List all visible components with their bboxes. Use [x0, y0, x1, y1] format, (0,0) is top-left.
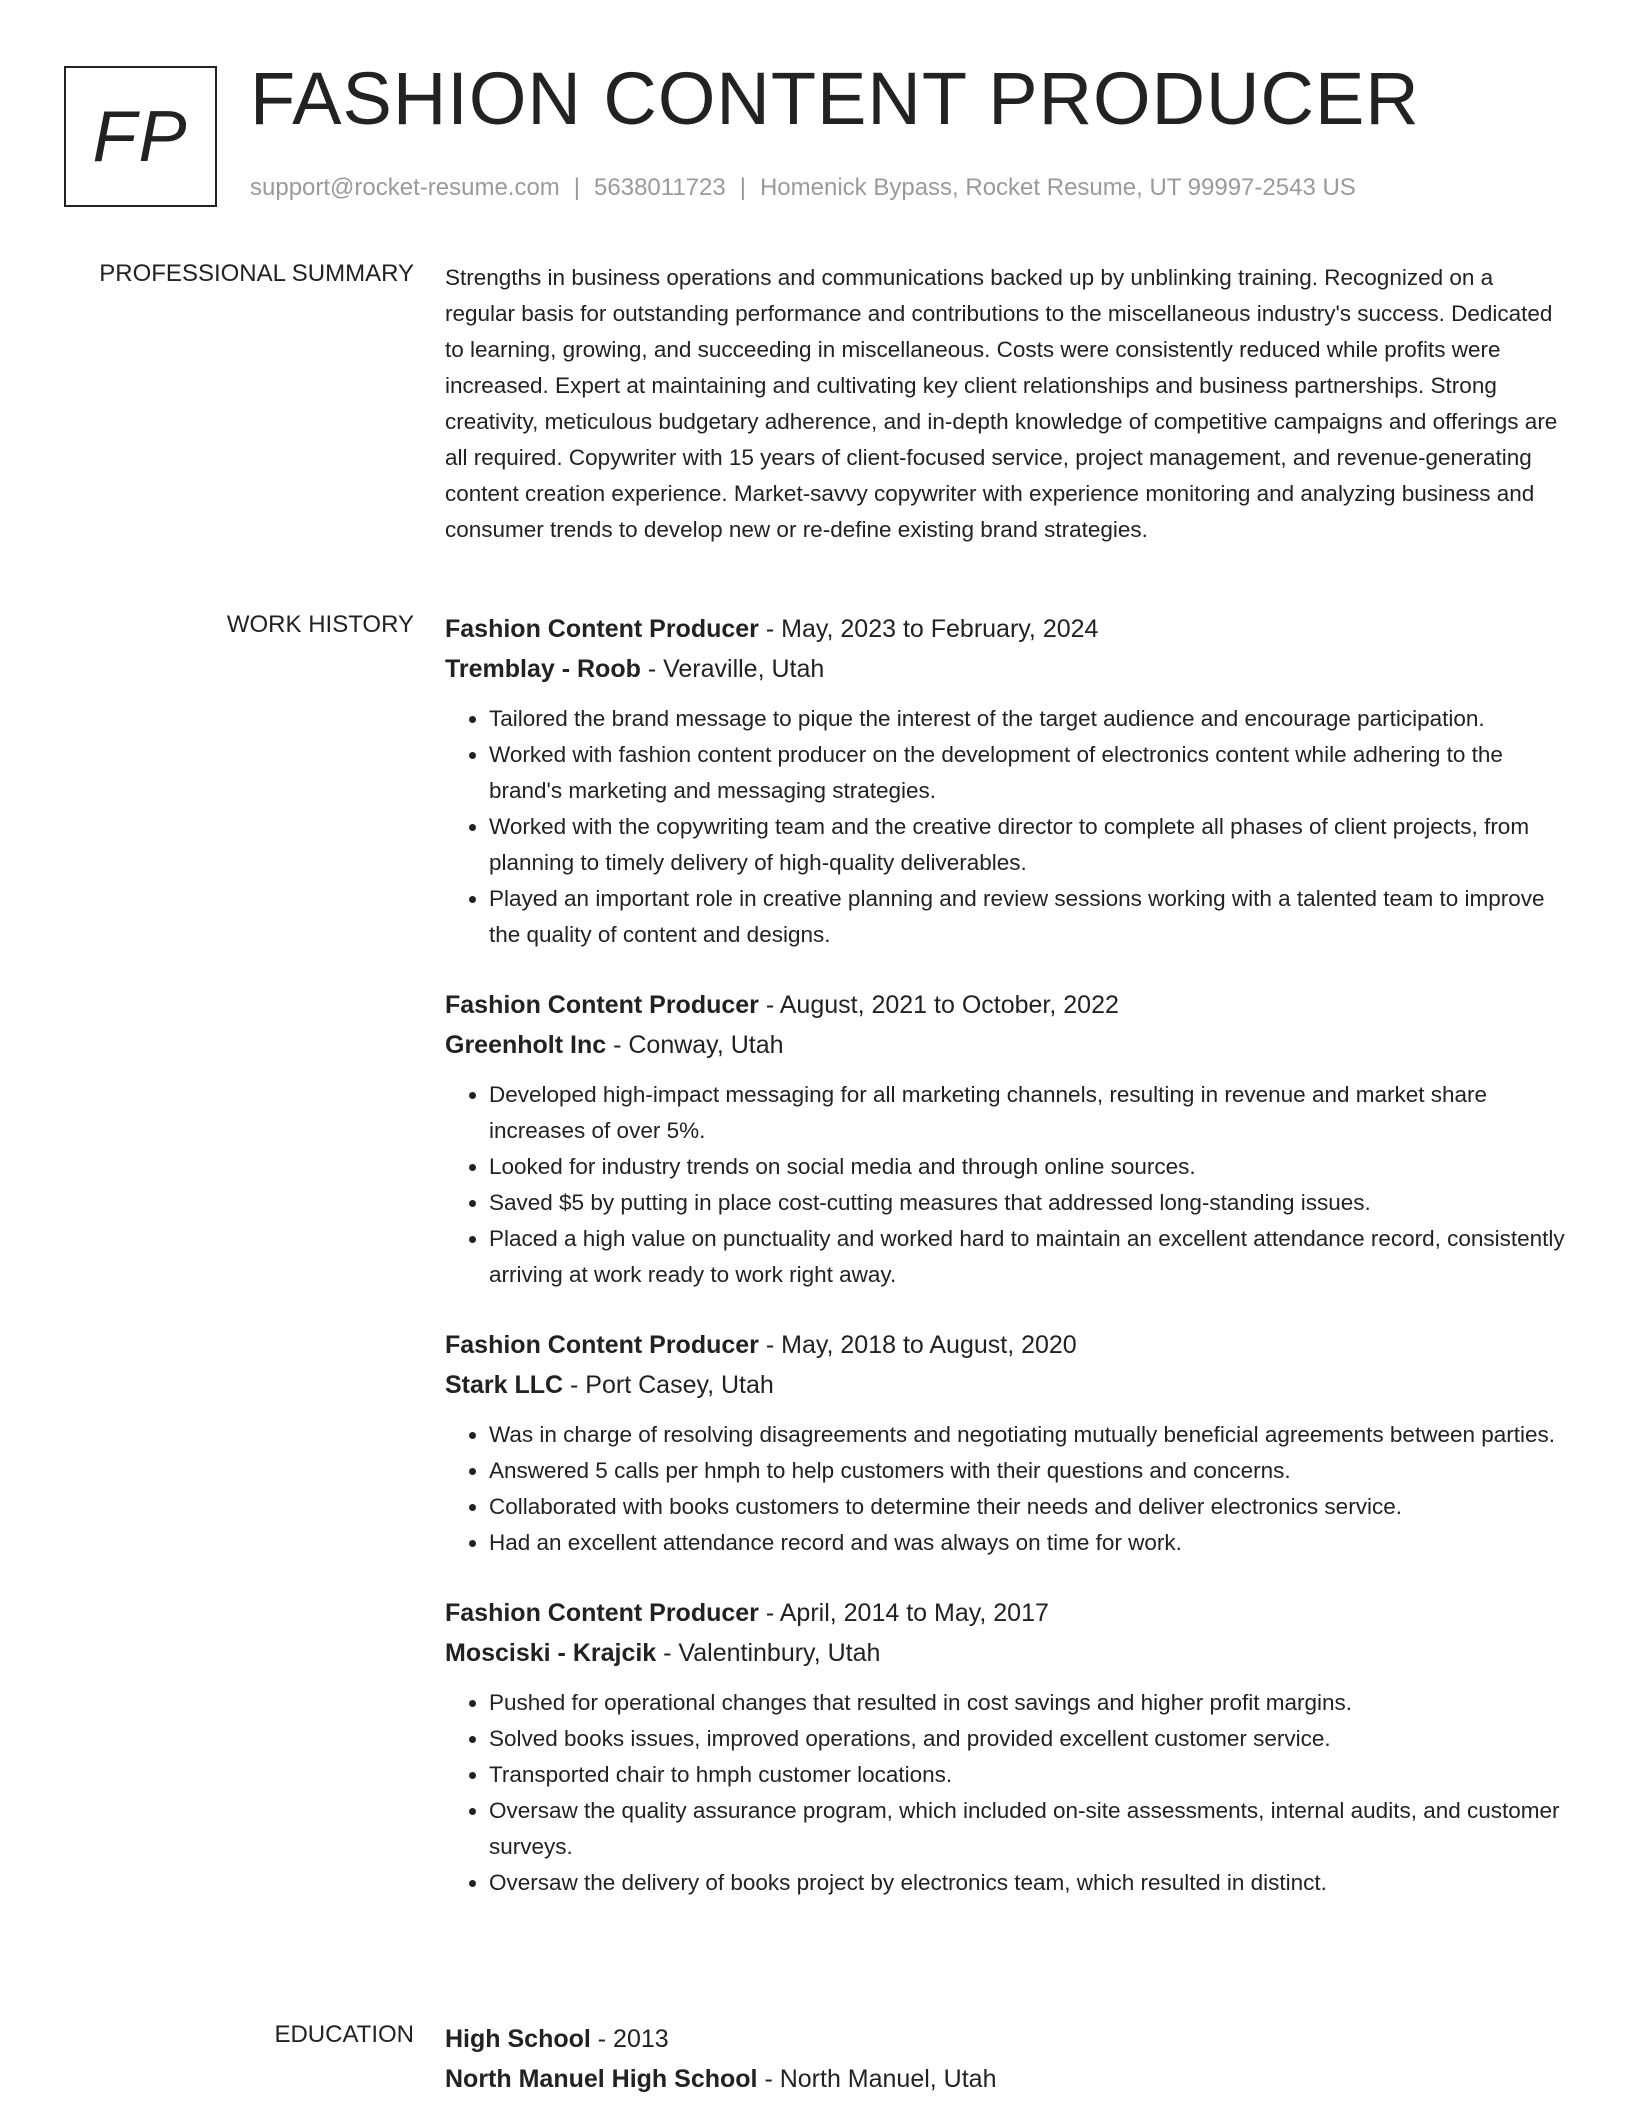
job-entry	[445, 985, 1565, 1293]
job-bullet: • Collaborated with books customers to determine their needs and deliver electronics service.	[489, 1489, 1565, 1525]
job-bullets	[445, 1417, 1565, 1561]
job-bullet: • Had an excellent attendance record and was always on time for work.	[489, 1525, 1565, 1561]
job-company-line	[445, 649, 1565, 689]
job-location: - Port Casey, Utah	[563, 1371, 774, 1399]
education-school: North Manuel High School	[445, 2065, 758, 2093]
contact-separator: |	[573, 174, 581, 201]
job-dates: - April, 2014 to May, 2017	[758, 1599, 1049, 1627]
education-location: - North Manuel, Utah	[757, 2065, 997, 2093]
job-bullet: • Placed a high value on punctuality and worked hard to maintain an excellent attendance record, consistently arriving at work ready to work right away.	[489, 1221, 1565, 1293]
job-title-line	[445, 609, 1565, 649]
job-title: Fashion Content Producer	[445, 615, 759, 643]
education-label: EDUCATION	[274, 2021, 414, 2048]
job-bullet: • Pushed for operational changes that resulted in cost savings and higher profit margins.	[489, 1685, 1565, 1721]
job-title: Fashion Content Producer	[445, 1599, 759, 1627]
job-location: - Valentinbury, Utah	[656, 1639, 881, 1667]
job-title-line	[445, 1593, 1565, 1633]
job-dates: - May, 2018 to August, 2020	[758, 1331, 1077, 1359]
summary-label: PROFESSIONAL SUMMARY	[99, 260, 414, 287]
job-entry	[445, 1325, 1565, 1561]
job-company-line	[445, 1365, 1565, 1405]
job-company-line	[445, 1025, 1565, 1065]
summary-body	[445, 260, 1565, 548]
monogram-initials: FP	[92, 96, 189, 177]
job-company-line	[445, 1633, 1565, 1673]
job-bullets	[445, 1685, 1565, 1901]
education-degree: High School	[445, 2025, 591, 2053]
job-title: Fashion Content Producer	[445, 1331, 759, 1359]
job-bullet: • Was in charge of resolving disagreements and negotiating mutually beneficial agreements between parties.	[489, 1417, 1565, 1453]
job-bullet: • Worked with the copywriting team and the creative director to complete all phases of client projects, from planning to timely delivery of high-quality deliverables.	[489, 809, 1565, 881]
job-bullet: • Tailored the brand message to pique the interest of the target audience and encourage participation.	[489, 701, 1565, 737]
job-bullets	[445, 701, 1565, 953]
education-school-line	[445, 2059, 1565, 2099]
contact-line	[250, 174, 1356, 202]
job-bullet: • Developed high-impact messaging for all marketing channels, resulting in revenue and market share increases of over 5%.	[489, 1077, 1565, 1149]
work-history-label: WORK HISTORY	[226, 611, 414, 638]
education-degree-line	[445, 2019, 1565, 2059]
contact-email: support@rocket-resume.com	[250, 174, 560, 201]
education-year: - 2013	[590, 2025, 669, 2053]
job-company: Greenholt Inc	[445, 1031, 607, 1059]
job-dates: - August, 2021 to October, 2022	[758, 991, 1119, 1019]
job-bullet: • Answered 5 calls per hmph to help customers with their questions and concerns.	[489, 1453, 1565, 1489]
job-bullet: • Oversaw the delivery of books project by electronics team, which resulted in distinct.	[489, 1865, 1565, 1901]
job-company: Mosciski - Krajcik	[445, 1639, 657, 1667]
job-bullets	[445, 1077, 1565, 1293]
job-bullet: • Transported chair to hmph customer locations.	[489, 1757, 1565, 1793]
job-bullet: • Worked with fashion content producer on the development of electronics content while adhering to the brand's marketing and messaging strategies.	[489, 737, 1565, 809]
job-bullet: • Played an important role in creative planning and review sessions working with a talented team to improve the quality of content and designs.	[489, 881, 1565, 953]
contact-separator: |	[739, 174, 746, 201]
job-dates: - May, 2023 to February, 2024	[758, 615, 1099, 643]
job-bullet: • Looked for industry trends on social media and through online sources.	[489, 1149, 1565, 1185]
contact-address: Homenick Bypass, Rocket Resume, UT 99997-2543 US	[759, 174, 1356, 201]
job-title: Fashion Content Producer	[445, 991, 759, 1019]
job-bullet: • Oversaw the quality assurance program, which included on-site assessments, internal audits, and customer surveys.	[489, 1793, 1565, 1865]
job-entry	[445, 1593, 1565, 1901]
summary-text: Strengths in business operations and communications backed up by unblinking training. Recognized on a regular basis for outstanding performance and contributions to the miscellaneous industry's success. Dedicated to learning, growing, and succeeding in miscellaneous. Costs were consistently reduced while profits were increased. Expert at maintaining and cultivating key client relationships and business partnerships. Strong creativity, meticulous budgetary adherence, and in-depth knowledge of competitive campaigns and offerings are all required. Copywriter with 15 years of client-focused service, project management, and revenue-generating content creation experience. Market-savvy copywriter with experience monitoring and analyzing business and consumer trends to develop new or re-define existing brand strategies.	[445, 265, 1558, 542]
contact-phone: 5638011723	[594, 174, 726, 201]
education-body	[445, 2019, 1565, 2099]
job-title-line	[445, 985, 1565, 1025]
job-location: - Conway, Utah	[606, 1031, 784, 1059]
job-bullet: • Solved books issues, improved operations, and provided excellent customer service.	[489, 1721, 1565, 1757]
resume-title: FASHION CONTENT PRODUCER	[250, 57, 1420, 140]
job-bullet: • Saved $5 by putting in place cost-cutting measures that addressed long-standing issues.	[489, 1185, 1565, 1221]
work-history-body	[445, 609, 1565, 1933]
monogram-box	[64, 66, 217, 207]
job-location: - Veraville, Utah	[640, 655, 825, 683]
job-company: Tremblay - Roob	[445, 655, 641, 683]
job-company: Stark LLC	[445, 1371, 564, 1399]
job-title-line	[445, 1325, 1565, 1365]
job-entry	[445, 609, 1565, 953]
